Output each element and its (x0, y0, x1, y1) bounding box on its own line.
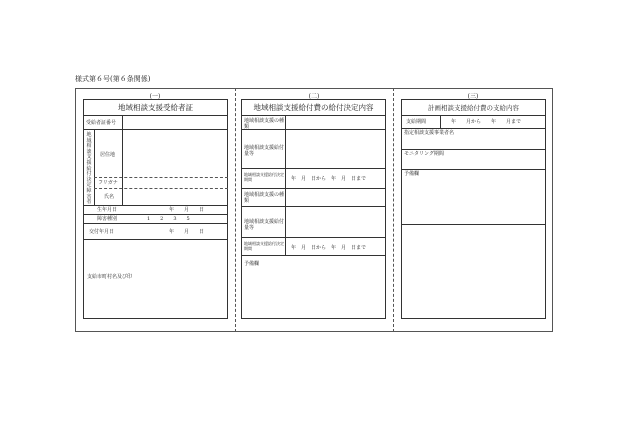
card2-row-line (241, 115, 386, 116)
card2-title: 地域相談支援給付費の給付決定内容 (253, 102, 374, 112)
municipality-label: 支給市町村名及び印 (87, 274, 133, 280)
card1-title: 地域相談支援受給者証 (118, 102, 193, 112)
payment-period-label: 支給期間 (406, 119, 427, 125)
card1-row-line (83, 239, 228, 240)
card1-col-line (122, 129, 123, 205)
card1-col-line (122, 115, 123, 129)
decision-period-label-2: 地域相談支援給付決定期間 (244, 241, 284, 251)
card3-title: 計画相談支援給付費の支給内容 (428, 103, 519, 112)
card3-remarks-label: 予備欄 (404, 171, 420, 177)
section-number-3: (三) (467, 93, 479, 100)
birth-date-label: 生年月日 (97, 207, 118, 213)
card2-col-line (285, 115, 286, 255)
disability-type-values: 1 2 3 5 (147, 216, 190, 222)
cut-line-left (235, 88, 236, 332)
section-number-1: (一) (149, 93, 161, 100)
card3-row-line (401, 115, 546, 116)
card1-row-line (83, 115, 228, 116)
card1-dashed-line (94, 188, 228, 189)
issue-date-value: 年 月 日 (169, 229, 205, 235)
service-amount-label-1: 地域相談支援給付量等 (244, 145, 285, 157)
card2-row-line (241, 168, 386, 169)
section-number-2: (二) (308, 93, 320, 100)
address-label: 居住地 (100, 152, 116, 158)
service-type-label-1: 地域相談支援の種類 (244, 118, 285, 130)
card3-row-line (401, 149, 546, 150)
card2-row-line (241, 255, 386, 256)
decision-period-value-1: 年 月 日から 年 月 日まで (291, 176, 367, 182)
card1-row-line (83, 129, 228, 130)
card2-row-line (241, 206, 386, 207)
monitoring-label: モニタリング期間 (404, 151, 444, 157)
card1-row-line (83, 214, 228, 215)
cut-line-right (393, 88, 394, 332)
furigana-label: フリガナ (98, 180, 118, 186)
card2-row-line (241, 188, 386, 189)
name-label: 氏名 (104, 194, 115, 200)
provider-label: 指定相談支援事業者名 (404, 130, 455, 136)
card2-remarks-label: 予備欄 (244, 261, 260, 267)
card3-row-line (401, 128, 546, 129)
decision-period-label-1: 地域相談支援給付決定期間 (244, 172, 284, 182)
card1-row-line (83, 223, 228, 224)
payment-period-value: 年 月から 年 月まで (451, 119, 522, 125)
card3-row-line (401, 224, 546, 225)
disability-type-label: 障害種別 (97, 216, 118, 222)
card3-col-line (440, 115, 441, 128)
card-payment-decision (241, 99, 386, 319)
card1-col-line (94, 129, 95, 205)
decision-period-value-2: 年 月 日から 年 月 日まで (291, 245, 367, 251)
recipient-number-label: 受給者証番号 (86, 120, 117, 126)
birth-date-value: 年 月 日 (169, 207, 205, 213)
service-type-label-2: 地域相談支援の種類 (244, 192, 285, 204)
card3-row-line (401, 169, 546, 170)
recipient-group-label: 地域相談支援給付決定障害者 (86, 132, 92, 206)
form-label: 様式第６号(第６条関係) (75, 75, 151, 83)
card1-row-line (83, 205, 228, 206)
card1-dashed-line (94, 177, 228, 178)
issue-date-label: 交付年月日 (89, 229, 115, 235)
service-amount-label-2: 地域相談支援給付量等 (244, 219, 285, 231)
card2-row-line (241, 129, 386, 130)
card2-row-line (241, 237, 386, 238)
